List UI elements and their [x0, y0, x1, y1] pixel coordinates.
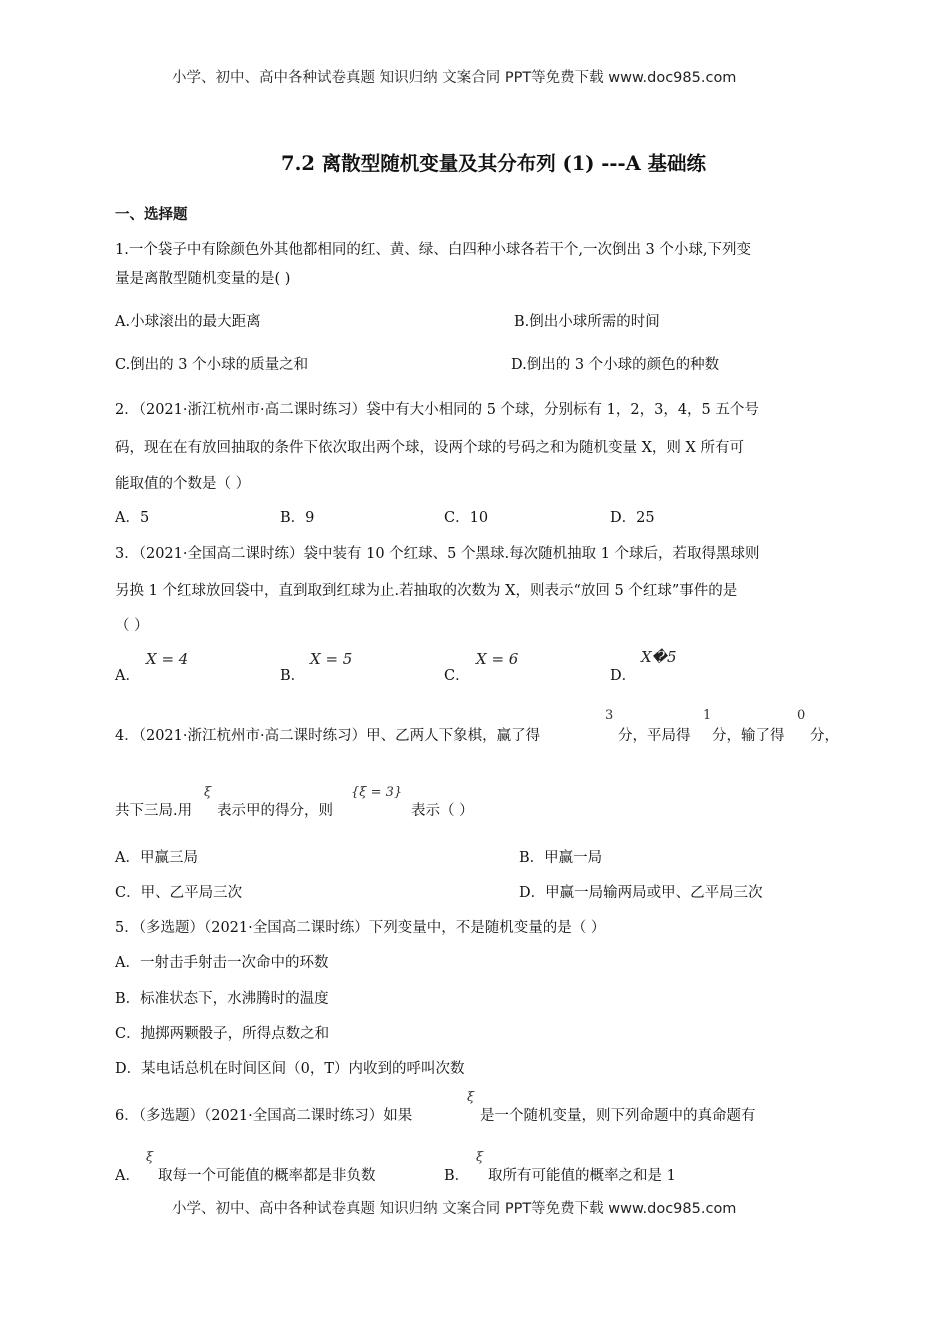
question-4-option-d: D．甲赢一局输两局或甲、乙平局三次	[519, 885, 763, 901]
question-3-option-d-math: X�5	[641, 648, 677, 666]
question-5-option-b: B．标准状态下，水沸腾时的温度	[115, 991, 329, 1007]
question-4-option-a: A．甲赢三局	[115, 850, 198, 866]
question-3-option-c-label: C．	[444, 668, 470, 684]
question-4-text-1: 4．（2021·浙江杭州市·高二课时练习）甲、乙两人下象棋，赢了得	[115, 728, 541, 744]
question-2-line-3: 能取值的个数是（ ）	[115, 476, 251, 492]
question-1-line-2: 量是离散型随机变量的是( )	[115, 271, 291, 287]
question-5-line-1: 5．（多选题）（2021·全国高二课时练）下列变量中，不是随机变量的是（ ）	[115, 920, 606, 936]
question-6-text-1: 6．（多选题）（2021·全国高二课时练习）如果	[115, 1108, 413, 1124]
question-4-text-3: 分，输了得	[712, 728, 785, 744]
question-2-option-a: A．5	[115, 510, 150, 526]
question-4-text-6: 表示甲的得分，则	[217, 803, 333, 819]
question-3-line-3: （ ）	[115, 618, 149, 634]
question-3-option-a-label: A．	[115, 668, 140, 684]
question-1-option-a: A.小球滚出的最大距离	[115, 314, 261, 330]
question-4-text-4: 分，	[810, 728, 839, 744]
question-4-score-draw: 1	[703, 708, 712, 723]
question-4-option-c: C．甲、乙平局三次	[115, 885, 243, 901]
question-1-option-b: B.倒出小球所需的时间	[514, 314, 660, 330]
question-4-score-lose: 0	[797, 708, 806, 723]
section-heading: 一、选择题	[115, 206, 188, 223]
question-6-xi-symbol: ξ	[467, 1090, 475, 1105]
question-2-line-2: 码，现在在有放回抽取的条件下依次取出两个球，设两个球的号码之和为随机变量 X，则 X 所有可	[115, 440, 744, 456]
page-header: 小学、初中、高中各种试卷真题 知识归纳 文案合同 PPT等免费下载 www.doc985.com	[172, 70, 737, 86]
question-6-option-a-text: 取每一个可能值的概率都是非负数	[158, 1168, 376, 1184]
question-1-option-d: D.倒出的 3 个小球的颜色的种数	[511, 357, 720, 373]
question-3-line-1: 3．（2021·全国高二课时练）袋中装有 10 个红球、5 个黑球.每次随机抽取 1 个球后，若取得黑球则	[115, 546, 760, 562]
question-5-option-d: D．某电话总机在时间区间（0，T）内收到的呼叫次数	[115, 1061, 465, 1077]
question-5-option-a: A．一射击手射击一次命中的环数	[115, 955, 329, 971]
question-3-option-a-math: X = 4	[146, 650, 189, 668]
question-6-option-b-label: B．	[444, 1168, 470, 1184]
question-4-score-win: 3	[605, 708, 614, 723]
question-3-option-d-label: D．	[610, 668, 637, 684]
question-2-option-b: B．9	[280, 510, 315, 526]
question-3-option-b-math: X = 5	[310, 650, 353, 668]
question-3-option-b-label: B．	[280, 668, 306, 684]
question-2-line-1: 2．（2021·浙江杭州市·高二课时练习）袋中有大小相同的 5 个球，分别标有 1，2，3，4，5 五个号	[115, 402, 759, 418]
question-2-option-d: D．25	[610, 510, 655, 526]
page-title: 7.2 离散型随机变量及其分布列 (1) ---A 基础练	[281, 152, 707, 175]
question-5-option-c: C．抛掷两颗骰子，所得点数之和	[115, 1026, 330, 1042]
question-4-xi-symbol: ξ	[204, 785, 212, 800]
question-4-event-math: {ξ = 3}	[351, 785, 403, 800]
question-2-option-c: C．10	[444, 510, 489, 526]
question-4-text-2: 分，平局得	[618, 728, 691, 744]
question-4-option-b: B．甲赢一局	[519, 850, 603, 866]
question-6-option-b-xi: ξ	[476, 1150, 484, 1165]
question-3-option-c-math: X = 6	[476, 650, 519, 668]
question-6-option-a-xi: ξ	[146, 1150, 154, 1165]
question-6-option-b-text: 取所有可能值的概率之和是 1	[488, 1168, 676, 1184]
question-6-option-a-label: A．	[115, 1168, 140, 1184]
question-6-text-2: 是一个随机变量，则下列命题中的真命题有	[480, 1108, 756, 1124]
page-footer: 小学、初中、高中各种试卷真题 知识归纳 文案合同 PPT等免费下载 www.doc985.com	[172, 1201, 737, 1217]
question-4-text-5: 共下三局.用	[115, 803, 193, 819]
question-1-line-1: 1.一个袋子中有除颜色外其他都相同的红、黄、绿、白四种小球各若干个,一次倒出 3 个小球,下列变	[115, 242, 751, 258]
question-1-option-c: C.倒出的 3 个小球的质量之和	[115, 357, 309, 373]
question-4-text-7: 表示（ ）	[411, 803, 474, 819]
question-3-line-2: 另换 1 个红球放回袋中，直到取到红球为止.若抽取的次数为 X，则表示“放回 5 个红球”事件的是	[115, 583, 738, 599]
